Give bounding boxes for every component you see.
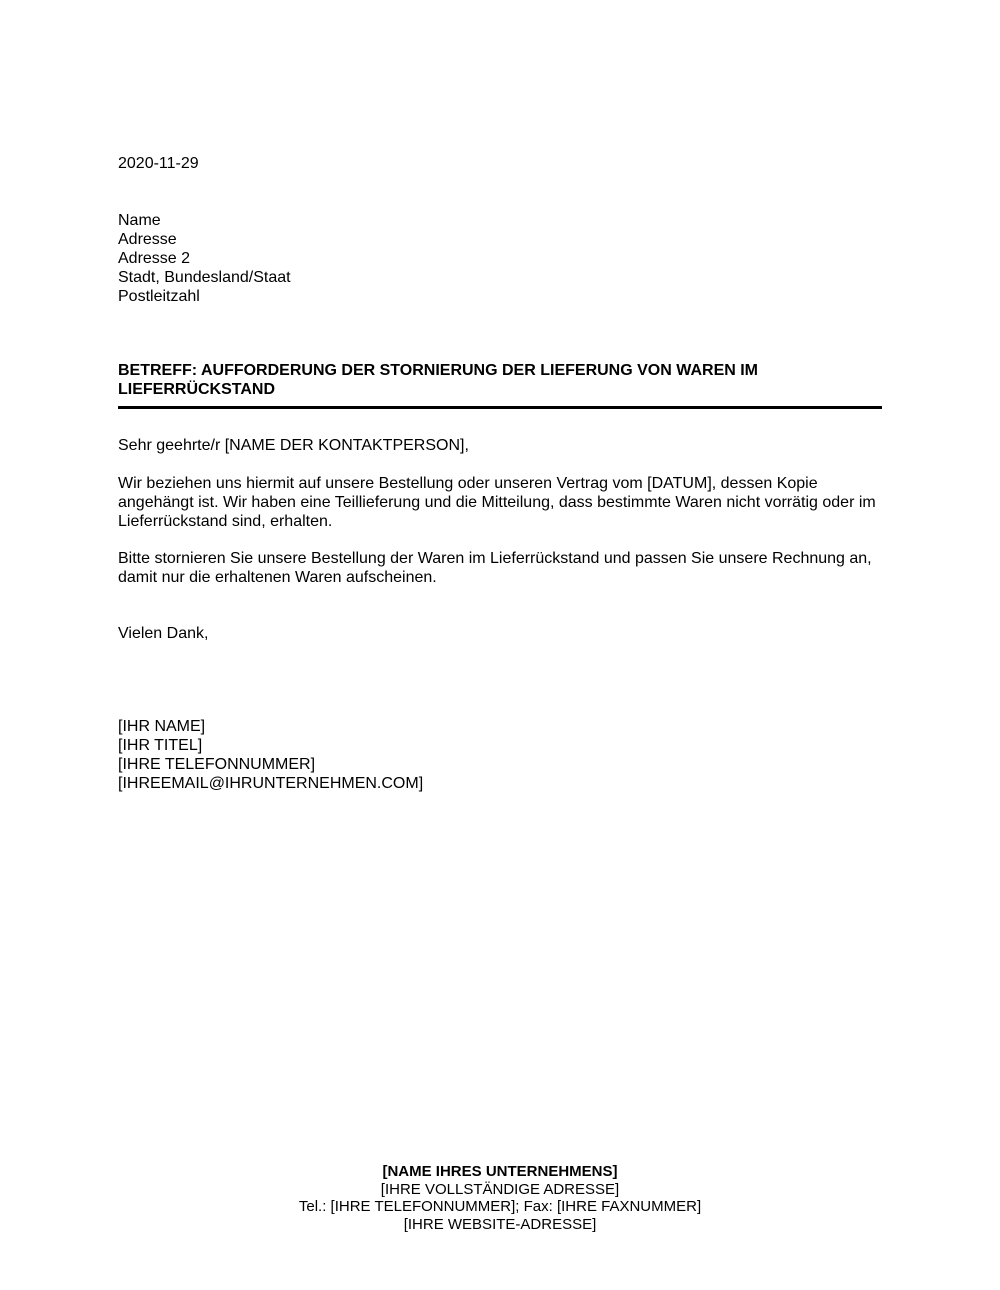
footer-contact: Tel.: [IHRE TELEFONNUMMER]; Fax: [IHRE FAXNUMMER] [298,1198,702,1215]
recipient-city-state: Stadt, Bundesland/Staat [118,269,291,286]
recipient-address-line-1: Adresse [118,231,177,248]
letter-date: 2020-11-29 [118,155,199,172]
closing: Vielen Dank, [118,625,209,642]
body-paragraph: Bitte stornieren Sie unsere Bestellung der Waren im Lieferrückstand und passen Sie unsere Rechnung an, damit nur die erhaltenen Waren aufscheinen. [118,550,872,586]
footer-website: [IHRE WEBSITE-ADRESSE] [403,1215,597,1233]
salutation: Sehr geehrte/r [NAME DER KONTAKTPERSON], [118,437,469,454]
subject-line: BETREFF: AUFFORDERUNG DER STORNIERUNG DER LIEFERUNG VON WAREN IM LIEFERRÜCKSTAND [118,362,759,398]
recipient-postal-code: Postleitzahl [118,288,200,305]
letter-footer [0,1163,1000,1233]
signature-block [118,717,423,793]
subject-divider [118,406,882,409]
signature-email: [IHREEMAIL@IHRUNTERNEHMEN.COM] [118,775,424,792]
signature-name: [IHR NAME] [118,718,206,735]
footer-address: [IHRE VOLLSTÄNDIGE ADRESSE] [380,1180,620,1198]
recipient-address-block [118,211,291,306]
recipient-address-line-2: Adresse 2 [118,250,191,267]
footer-company-name: [NAME IHRES UNTERNEHMENS] [382,1163,618,1180]
body-paragraph: Wir beziehen uns hiermit auf unsere Bestellung oder unseren Vertrag vom [DATUM], dessen Kopie angehängt ist. Wir haben eine Teillieferung und die Mitteilung, dass bestimmte Waren nicht vorrätig oder im Lieferrückstand sind, erhalten. [118,475,876,530]
signature-title: [IHR TITEL] [118,737,203,754]
signature-phone: [IHRE TELEFONNUMMER] [118,756,316,773]
recipient-name: Name [118,212,161,229]
